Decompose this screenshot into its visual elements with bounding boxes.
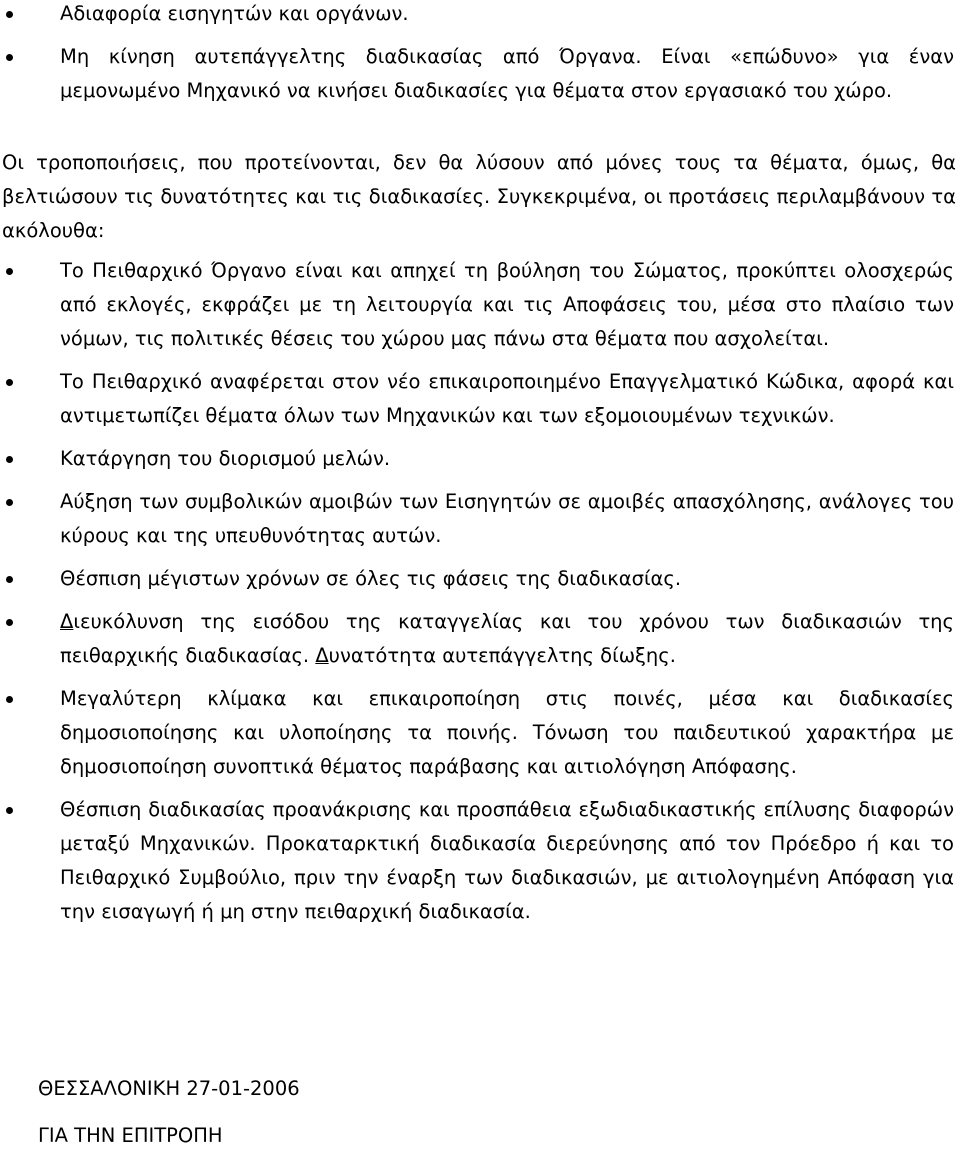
list-item-text: Αύξηση των συμβολικών αμοιβών των Εισηγητών σε αμοιβές απασχόλησης, ανάλογες του κύρους και της υπευθυνότητας αυτών.: [60, 490, 954, 547]
problems-list: [0, 0, 958, 108]
list-item-text: Αδιαφορία εισηγητών και οργάνων.: [60, 2, 409, 25]
list-item: [0, 254, 958, 356]
list-item-text: Θέσπιση διαδικασίας προανάκρισης και προσπάθεια εξωδιαδικαστικής επίλυσης διαφορών μεταξύ Μηχανικών. Προκαταρκτική διαδικασία διερεύνησης από τον Πρόεδρο ή και το Πειθαρχικό Συμβούλιο, πριν την έναρξη των διαδικασιών, με αιτιολογημένη Απόφαση για την εισαγωγή ή μη στην πειθαρχική διαδικασία.: [60, 798, 954, 923]
list-item: [0, 562, 958, 596]
underlined-initial: Δ: [60, 610, 74, 633]
signature-line: ΓΙΑ ΤΗΝ ΕΠΙΤΡΟΠΗ: [38, 1124, 223, 1147]
list-item: [0, 682, 958, 784]
list-item: [0, 365, 958, 433]
list-item: [0, 485, 958, 553]
intro-paragraph: Οι τροποποιήσεις, που προτείνονται, δεν θα λύσουν από μόνες τους τα θέματα, όμως, θα βελτιώσουν τις δυνατότητες και τις διαδικασίες. Συγκεκριμένα, οι προτάσεις περιλαμβάνουν τα ακόλουθα:: [2, 151, 956, 242]
list-item-text: Κατάργηση του διορισμού μελών.: [60, 447, 391, 470]
list-item: [0, 40, 958, 108]
proposals-list: [0, 254, 958, 929]
place-date: ΘΕΣΣΑΛΟΝΙΚΗ 27-01-2006: [38, 1077, 300, 1100]
list-item-text: Θέσπιση μέγιστων χρόνων σε όλες τις φάσεις της διαδικασίας.: [60, 567, 682, 590]
list-item-text: Το Πειθαρχικό Όργανο είναι και απηχεί τη βούληση του Σώματος, προκύπτει ολοσχερώς από εκλογές, εκφράζει με τη λειτουργία και τις Αποφάσεις του, μέσα στο πλαίσιο των νόμων, τις πολιτικές θέσεις του χώρου μας πάνω στα θέματα που ασχολείται.: [60, 259, 954, 350]
list-item: [0, 0, 958, 31]
list-item-text: υνατότητα αυτεπάγγελτης δίωξης.: [328, 644, 676, 667]
list-item: [0, 605, 958, 673]
list-item-text: Μη κίνηση αυτεπάγγελτης διαδικασίας από Όργανα. Είναι «επώδυνο» για έναν μεμονωμένο Μηχανικό να κινήσει διαδικασίες για θέματα στον εργασιακό του χώρο.: [60, 45, 954, 102]
list-item: [0, 793, 958, 929]
list-item-text: ιευκόλυνση της εισόδου της καταγγελίας και του χρόνου των διαδικασιών της πειθαρχικής διαδικασίας.: [60, 610, 954, 667]
underlined-initial: Δ: [315, 644, 329, 667]
list-item-text: Το Πειθαρχικό αναφέρεται στον νέο επικαιροποιημένο Επαγγελματικό Κώδικα, αφορά και αντιμετωπίζει θέματα όλων των Μηχανικών και των εξομοιουμένων τεχνικών.: [60, 370, 954, 427]
list-item: [0, 442, 958, 476]
list-item-text: Μεγαλύτερη κλίμακα και επικαιροποίηση στις ποινές, μέσα και διαδικασίες δημοσιοποίησης και υλοποίησης τα ποινής. Τόνωση του παιδευτικού χαρακτήρα με δημοσιοποίηση συνοπτικά θέματος παράβασης και αιτιολόγηση Απόφασης.: [60, 687, 954, 778]
